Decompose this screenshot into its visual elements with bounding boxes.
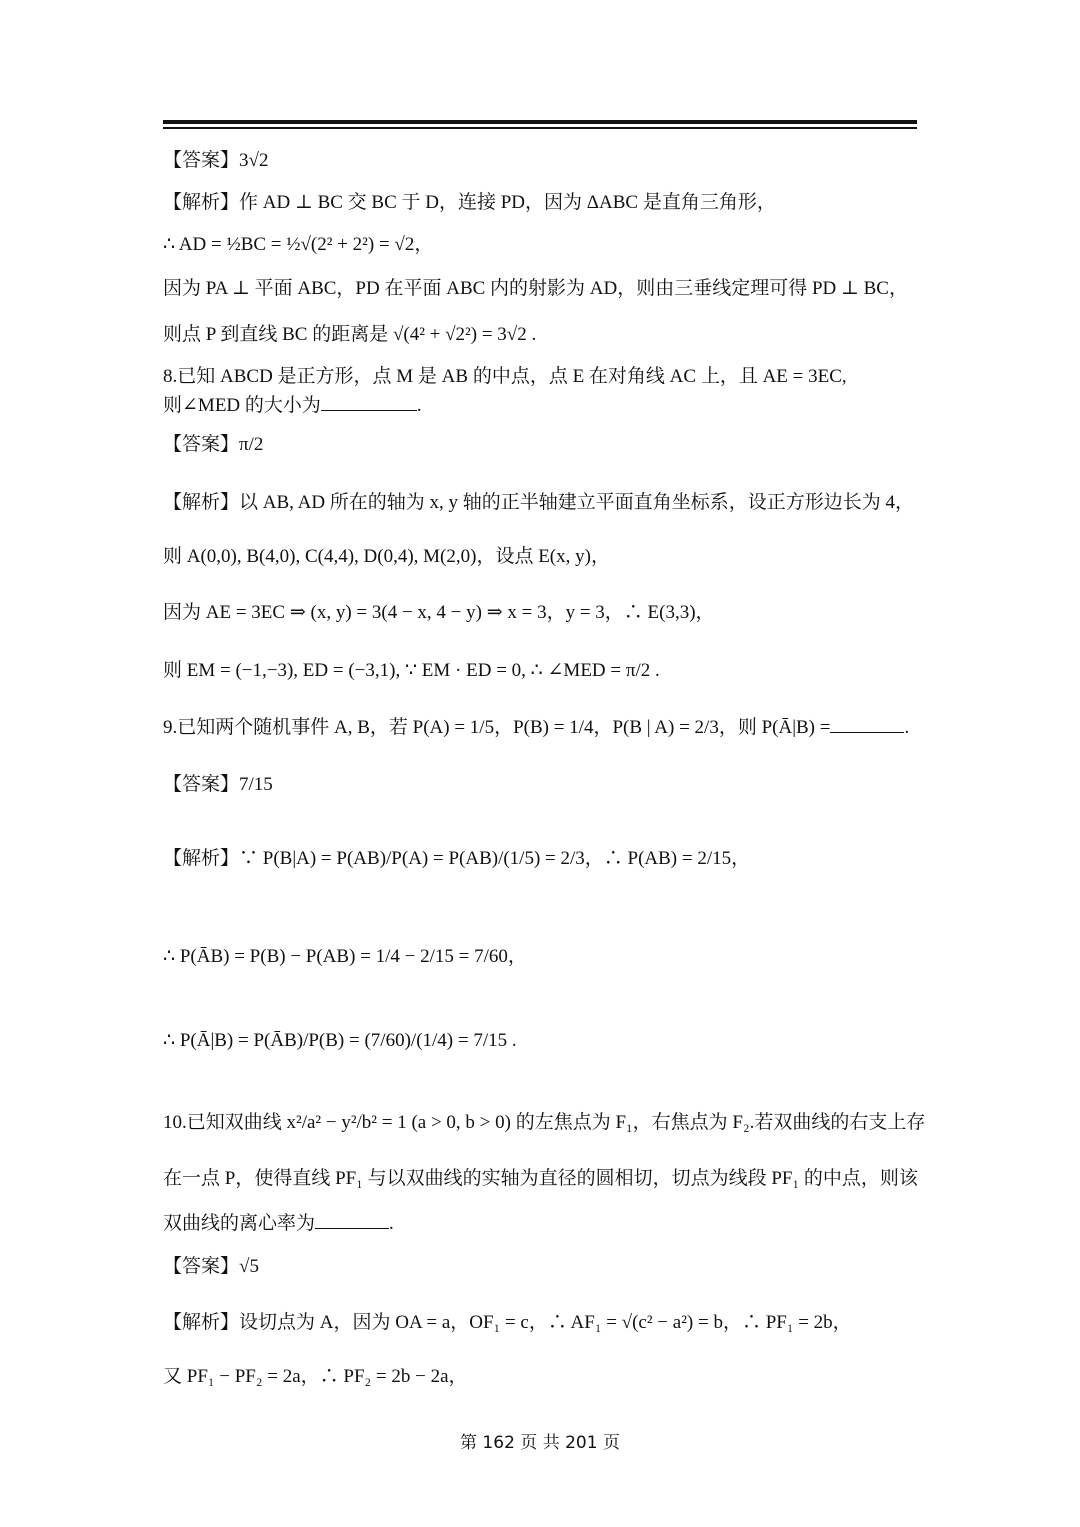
q10-stem-line-3: 双曲线的离心率为 . <box>163 1210 394 1237</box>
q8-stem-line-1: 8.已知 ABCD 是正方形，点 M 是 AB 的中点，点 E 在对角线 AC 上，且 AE = 3EC, <box>163 366 847 387</box>
q7-analysis-line-4: 则点 P 到直线 BC 的距离是 √(4² + √2²) = 3√2 . <box>163 324 537 345</box>
q7-analysis-line-1: 【解析】作 AD ⊥ BC 交 BC 于 D，连接 PD，因为 ΔABC 是直角三角形， <box>163 192 776 213</box>
q8-analysis-line-2: 则 A(0,0), B(4,0), C(4,4), D(0,4), M(2,0)，设点 E(x, y)， <box>163 546 610 567</box>
q10-analysis-line-2: 又 PF₁ − PF₂ = 2a，∴ PF₂ = 2b − 2a， <box>163 1366 468 1387</box>
q9-stem: 9.已知两个随机事件 A, B，若 P(A) = 1/5，P(B) = 1/4，P(B | A) = 2/3，则 P(Ā|B) = . <box>163 714 909 741</box>
q9-analysis-line-3: ∴ P(Ā|B) = P(ĀB)/P(B) = (7/60)/(1/4) = 7/15 . <box>163 1030 517 1051</box>
page-footer: 第 162 页 共 201 页 <box>460 1433 620 1453</box>
q8-stem-line-2: 则∠MED 的大小为 . <box>163 392 422 419</box>
q9-analysis-line-1: 【解析】∵ P(B|A) = P(AB)/P(A) = P(AB)/(1/5) = 2/3，∴ P(AB) = 2/15， <box>163 848 751 869</box>
q9-analysis-line-2: ∴ P(ĀB) = P(B) − P(AB) = 1/4 − 2/15 = 7/60， <box>163 946 527 967</box>
q8-analysis-line-3: 因为 AE = 3EC ⇒ (x, y) = 3(4 − x, 4 − y) ⇒ x = 3，y = 3，∴ E(3,3)， <box>163 602 715 623</box>
q8-answer-blank <box>321 392 417 411</box>
q9-answer: 【答案】7/15 <box>163 774 273 795</box>
q10-answer-blank <box>315 1210 389 1229</box>
q8-answer: 【答案】π/2 <box>163 434 264 455</box>
q10-answer: 【答案】√5 <box>163 1256 259 1277</box>
q9-answer-blank <box>830 714 904 733</box>
q10-stem-line-2: 在一点 P，使得直线 PF₁ 与以双曲线的实轴为直径的圆相切，切点为线段 PF₁ 的中点，则该 <box>163 1168 918 1189</box>
q8-analysis-line-1: 【解析】以 AB, AD 所在的轴为 x, y 轴的正半轴建立平面直角坐标系，设正方形边长为 4， <box>163 492 915 513</box>
header-rule-thick <box>163 120 917 124</box>
q7-analysis-line-3: 因为 PA ⊥ 平面 ABC，PD 在平面 ABC 内的射影为 AD，则由三垂线定理可得 PD ⊥ BC， <box>163 278 908 299</box>
q8-analysis-line-4: 则 EM = (−1,−3), ED = (−3,1), ∵ EM · ED = 0, ∴ ∠MED = π/2 . <box>163 660 660 681</box>
q7-analysis-line-2: ∴ AD = ½BC = ½√(2² + 2²) = √2， <box>163 234 434 255</box>
q7-answer: 【答案】3√2 <box>163 150 269 171</box>
header-rule-thin <box>163 127 917 129</box>
q10-stem-line-1: 10.已知双曲线 x²/a² − y²/b² = 1 (a > 0, b > 0) 的左焦点为 F₁，右焦点为 F₂.若双曲线的右支上存 <box>163 1112 926 1133</box>
q10-analysis-line-1: 【解析】设切点为 A，因为 OA = a，OF₁ = c，∴ AF₁ = √(c² − a²) = b，∴ PF₁ = 2b， <box>163 1312 852 1333</box>
